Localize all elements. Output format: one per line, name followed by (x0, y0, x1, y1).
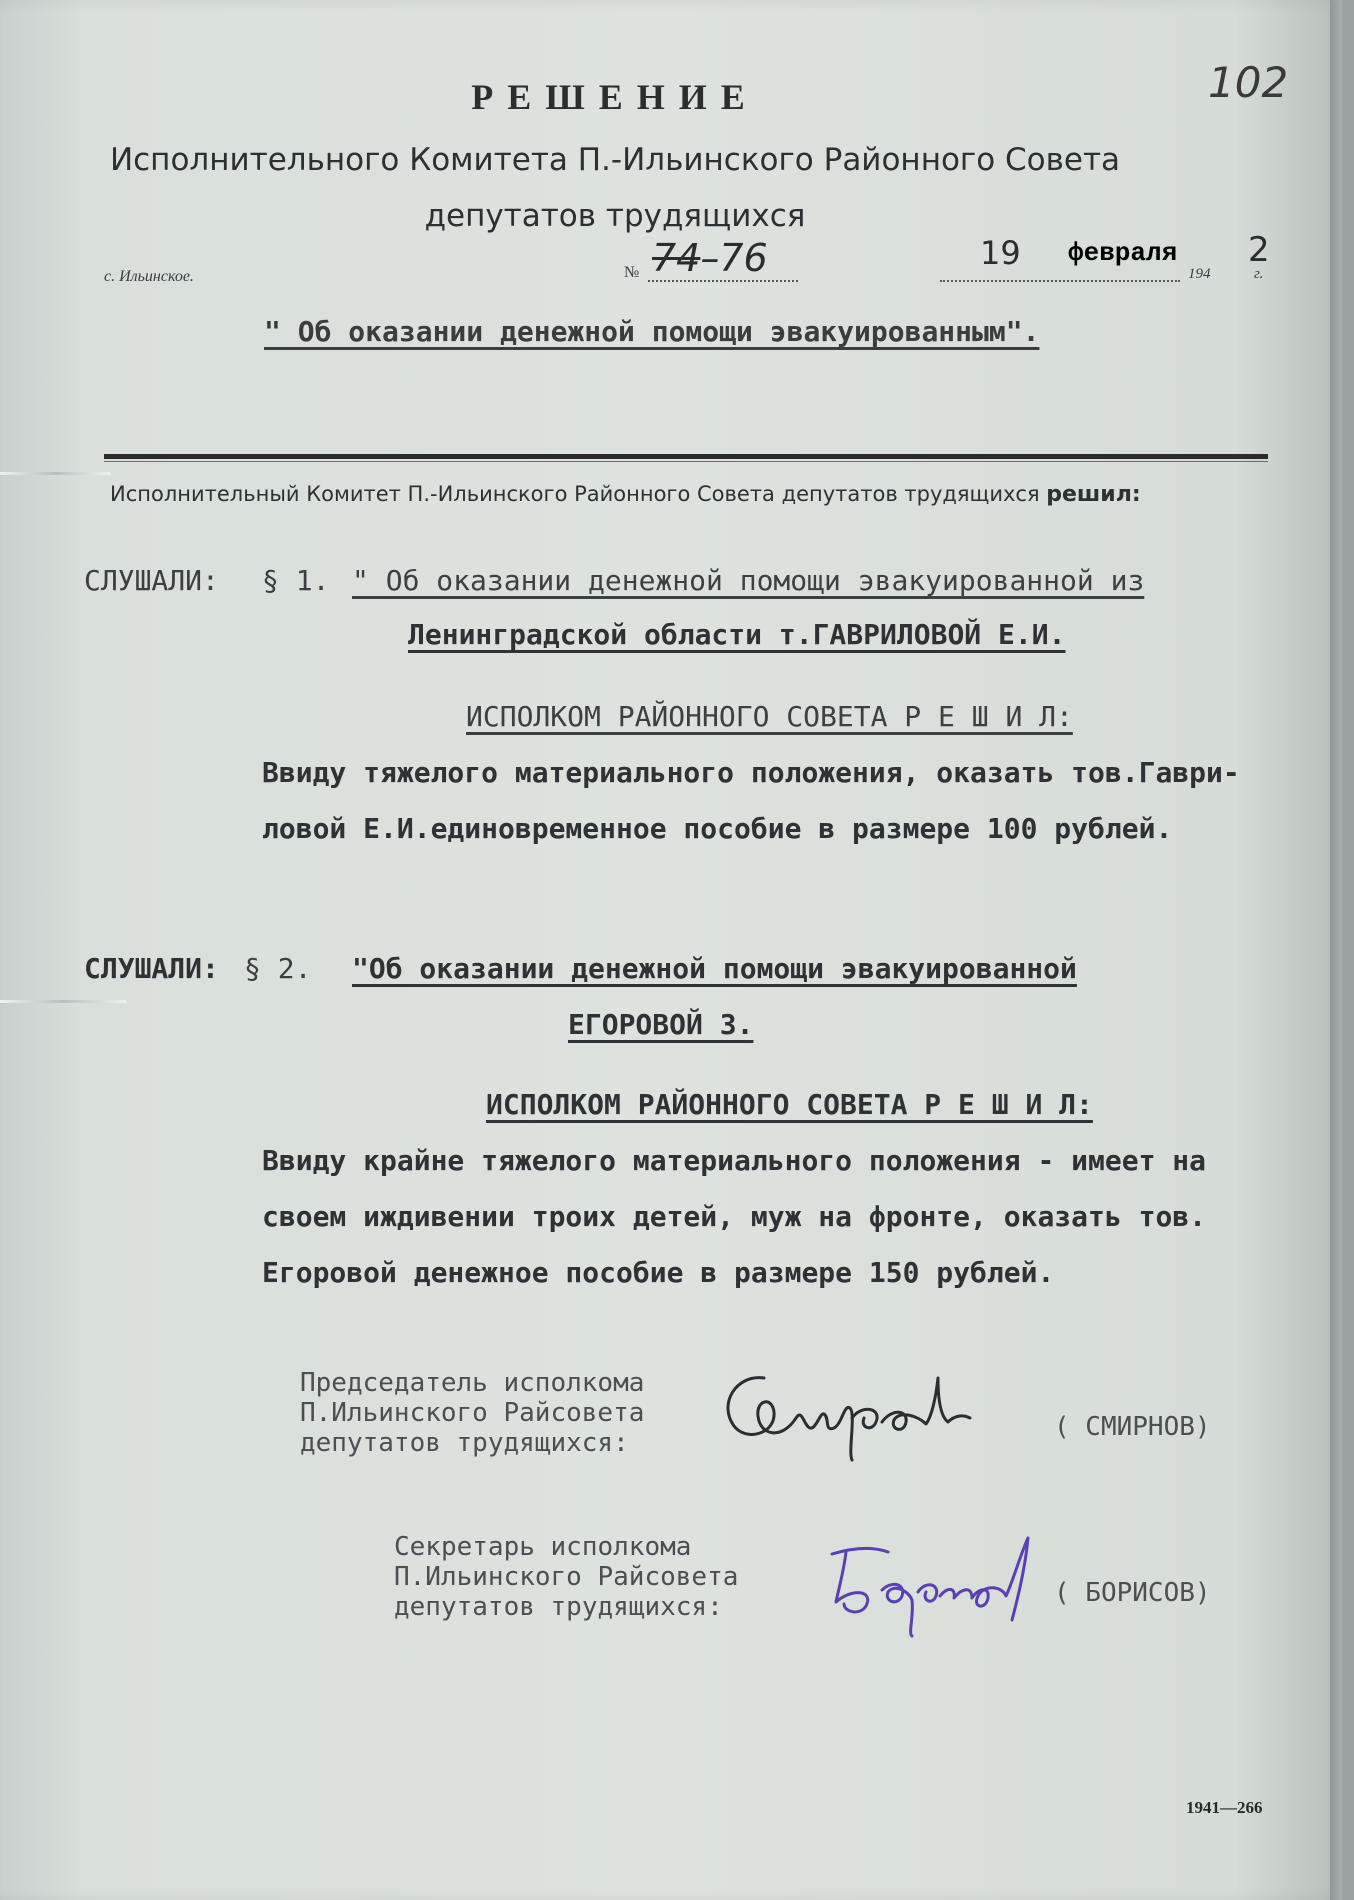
chairman-name: ( СМИРНОВ) (1054, 1412, 1211, 1442)
item-2-heading: СЛУШАЛИ: (84, 952, 219, 985)
item-2-decision-line-1: Ввиду крайне тяжелого материального положения - имеет на (262, 1144, 1207, 1177)
page-edge (1330, 0, 1342, 1900)
org-line-2: депутатов трудящихся (424, 198, 806, 234)
number-label: № (624, 264, 640, 281)
item-2-title-line-1: "Об оказании денежной помощи эвакуированной (352, 952, 1077, 985)
item-2-decided: ИСПОЛКОМ РАЙОННОГО СОВЕТА Р Е Ш И Л: (486, 1088, 1093, 1121)
date-day: 19 (980, 234, 1021, 272)
item-2-decision-line-2: своем иждивении троих детей, муж на фронте, оказать тов. (262, 1200, 1207, 1233)
item-1-section: § 1. (262, 564, 330, 597)
date-line (940, 280, 1180, 282)
date-year-digit: 2 (1248, 230, 1270, 270)
binding-thread (0, 472, 110, 475)
secretary-title-line-2: П.Ильинского Райсовета (394, 1562, 739, 1592)
secretary-name: ( БОРИСОВ) (1054, 1578, 1211, 1608)
item-2-title-line-2: ЕГОРОВОЙ З. (568, 1008, 754, 1041)
preamble: Исполнительный Комитет П.-Ильинского Районного Совета депутатов трудящихся решил: (110, 482, 1141, 507)
item-1-decision-line-1: Ввиду тяжелого материального положения, оказать тов.Гаври- (262, 756, 1240, 789)
chairman-title-line-2: П.Ильинского Райсовета (300, 1398, 645, 1428)
decision-subject: " Об оказании денежной помощи эвакуированным". (264, 315, 1040, 348)
folio-number: 102 (1208, 58, 1289, 107)
decision-number: 74–76 (652, 236, 768, 280)
item-2-decision-line-3: Егоровой денежное пособие в размере 150 рублей. (262, 1256, 1055, 1289)
item-1-decision-line-2: ловой Е.И.единовременное пособие в размере 100 рублей. (262, 812, 1173, 845)
chairman-signature (712, 1356, 1012, 1466)
secretary-signature-block (394, 1532, 738, 1622)
date-year-prefix: 194 (1188, 266, 1211, 282)
item-1-heading: СЛУШАЛИ: (84, 564, 219, 597)
item-1-title-line-1: " Об оказании денежной помощи эвакуированной из (352, 564, 1145, 597)
secretary-title-line-1: Секретарь исполкома (394, 1532, 692, 1562)
document-title: РЕШЕНИЕ (471, 77, 759, 117)
place-name: с. Ильинское. (104, 268, 194, 285)
header-rule-thin (104, 461, 1268, 462)
print-mark: 1941—266 (1186, 1798, 1263, 1817)
chairman-title-line-3: депутатов трудящихся: (300, 1428, 629, 1458)
preamble-verb: решил: (1046, 482, 1141, 507)
chairman-signature-block (300, 1368, 644, 1458)
item-1-title-line-2: Ленинградской области т.ГАВРИЛОВОЙ Е.И. (408, 618, 1066, 651)
secretary-title-line-3: депутатов трудящихся: (394, 1592, 723, 1622)
date-month: февраля (1068, 238, 1178, 268)
chairman-title-line-1: Председатель исполкома (300, 1368, 645, 1398)
item-1-decided: ИСПОЛКОМ РАЙОННОГО СОВЕТА Р Е Ш И Л: (466, 700, 1073, 733)
binding-thread (0, 1000, 126, 1003)
secretary-signature (822, 1530, 1052, 1640)
item-2-section: § 2. (244, 952, 312, 985)
header-rule (104, 454, 1268, 459)
number-line (648, 280, 798, 282)
org-line-1: Исполнительного Комитета П.-Ильинского Районного Совета (109, 142, 1121, 178)
date-year-suffix: г. (1254, 266, 1264, 282)
